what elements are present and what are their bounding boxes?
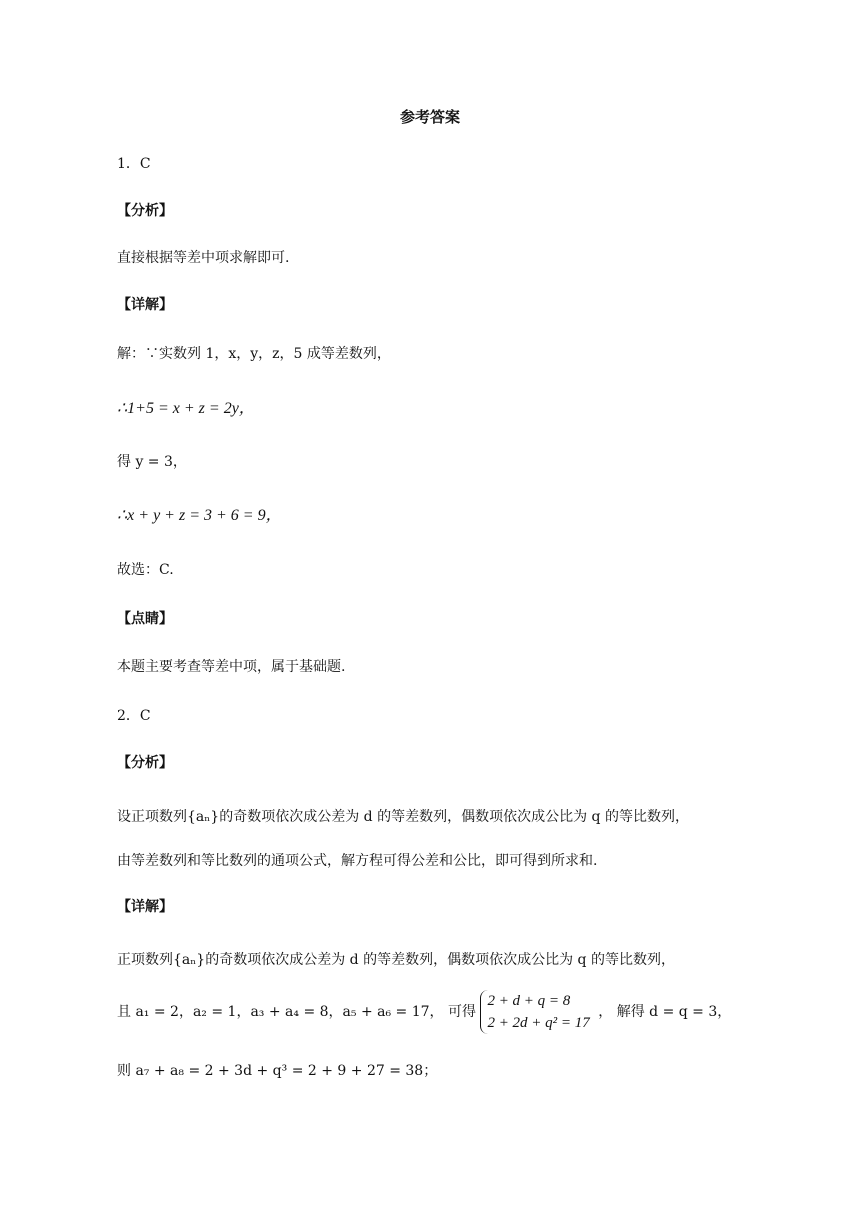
q2-analysis-line-2: 由等差数列和等比数列的通项公式，解方程可得公差和公比，即可得到所求和. <box>117 853 598 869</box>
q2-answer: 2．C <box>117 708 151 724</box>
q1-detail-line-2: ∴1+5 = x + z = 2y， <box>117 400 255 417</box>
equation-system <box>480 990 593 1034</box>
equation-2: 2 + 2d + q² = 17 <box>487 1015 590 1031</box>
q2-detail-line-2-post: ， 解得 d = q = 3， <box>598 1004 732 1020</box>
q2-analysis-heading: 【分析】 <box>117 755 173 771</box>
q2-detail-line-2 <box>117 990 731 1034</box>
q1-analysis-text: 直接根据等差中项求解即可. <box>117 250 290 266</box>
q1-comment-heading: 【点睛】 <box>117 611 173 627</box>
q1-detail-line-1: 解：∵实数列 1，x，y，z，5 成等差数列， <box>117 346 391 362</box>
q1-answer: 1．C <box>117 156 151 172</box>
q1-detail-heading: 【详解】 <box>117 297 173 313</box>
q2-detail-line-3: 则 a₇ + a₈ = 2 + 3d + q³ = 2 + 9 + 27 = 38； <box>117 1063 438 1079</box>
q2-detail-line-1: 正项数列{aₙ}的奇数项依次成公差为 d 的等差数列，偶数项依次成公比为 q 的等比数列， <box>117 952 675 968</box>
page-title: 参考答案 <box>399 108 460 126</box>
q1-analysis-heading: 【分析】 <box>117 203 173 219</box>
q2-detail-heading: 【详解】 <box>117 899 173 915</box>
q1-detail-line-5: 故选：C. <box>117 562 174 578</box>
q2-analysis-line-1: 设正项数列{aₙ}的奇数项依次成公差为 d 的等差数列，偶数项依次成公比为 q 的等比数列， <box>117 809 689 825</box>
equation-1: 2 + d + q = 8 <box>487 993 571 1009</box>
q1-detail-line-4: ∴x + y + z = 3 + 6 = 9， <box>117 507 282 524</box>
q2-detail-line-2-pre: 且 a₁ = 2，a₂ = 1，a₃ + a₄ = 8，a₅ + a₆ = 17， 可得 <box>117 1004 476 1020</box>
q1-comment-text: 本题主要考查等差中项，属于基础题. <box>117 659 346 675</box>
q1-detail-line-3: 得 y = 3， <box>117 454 187 470</box>
